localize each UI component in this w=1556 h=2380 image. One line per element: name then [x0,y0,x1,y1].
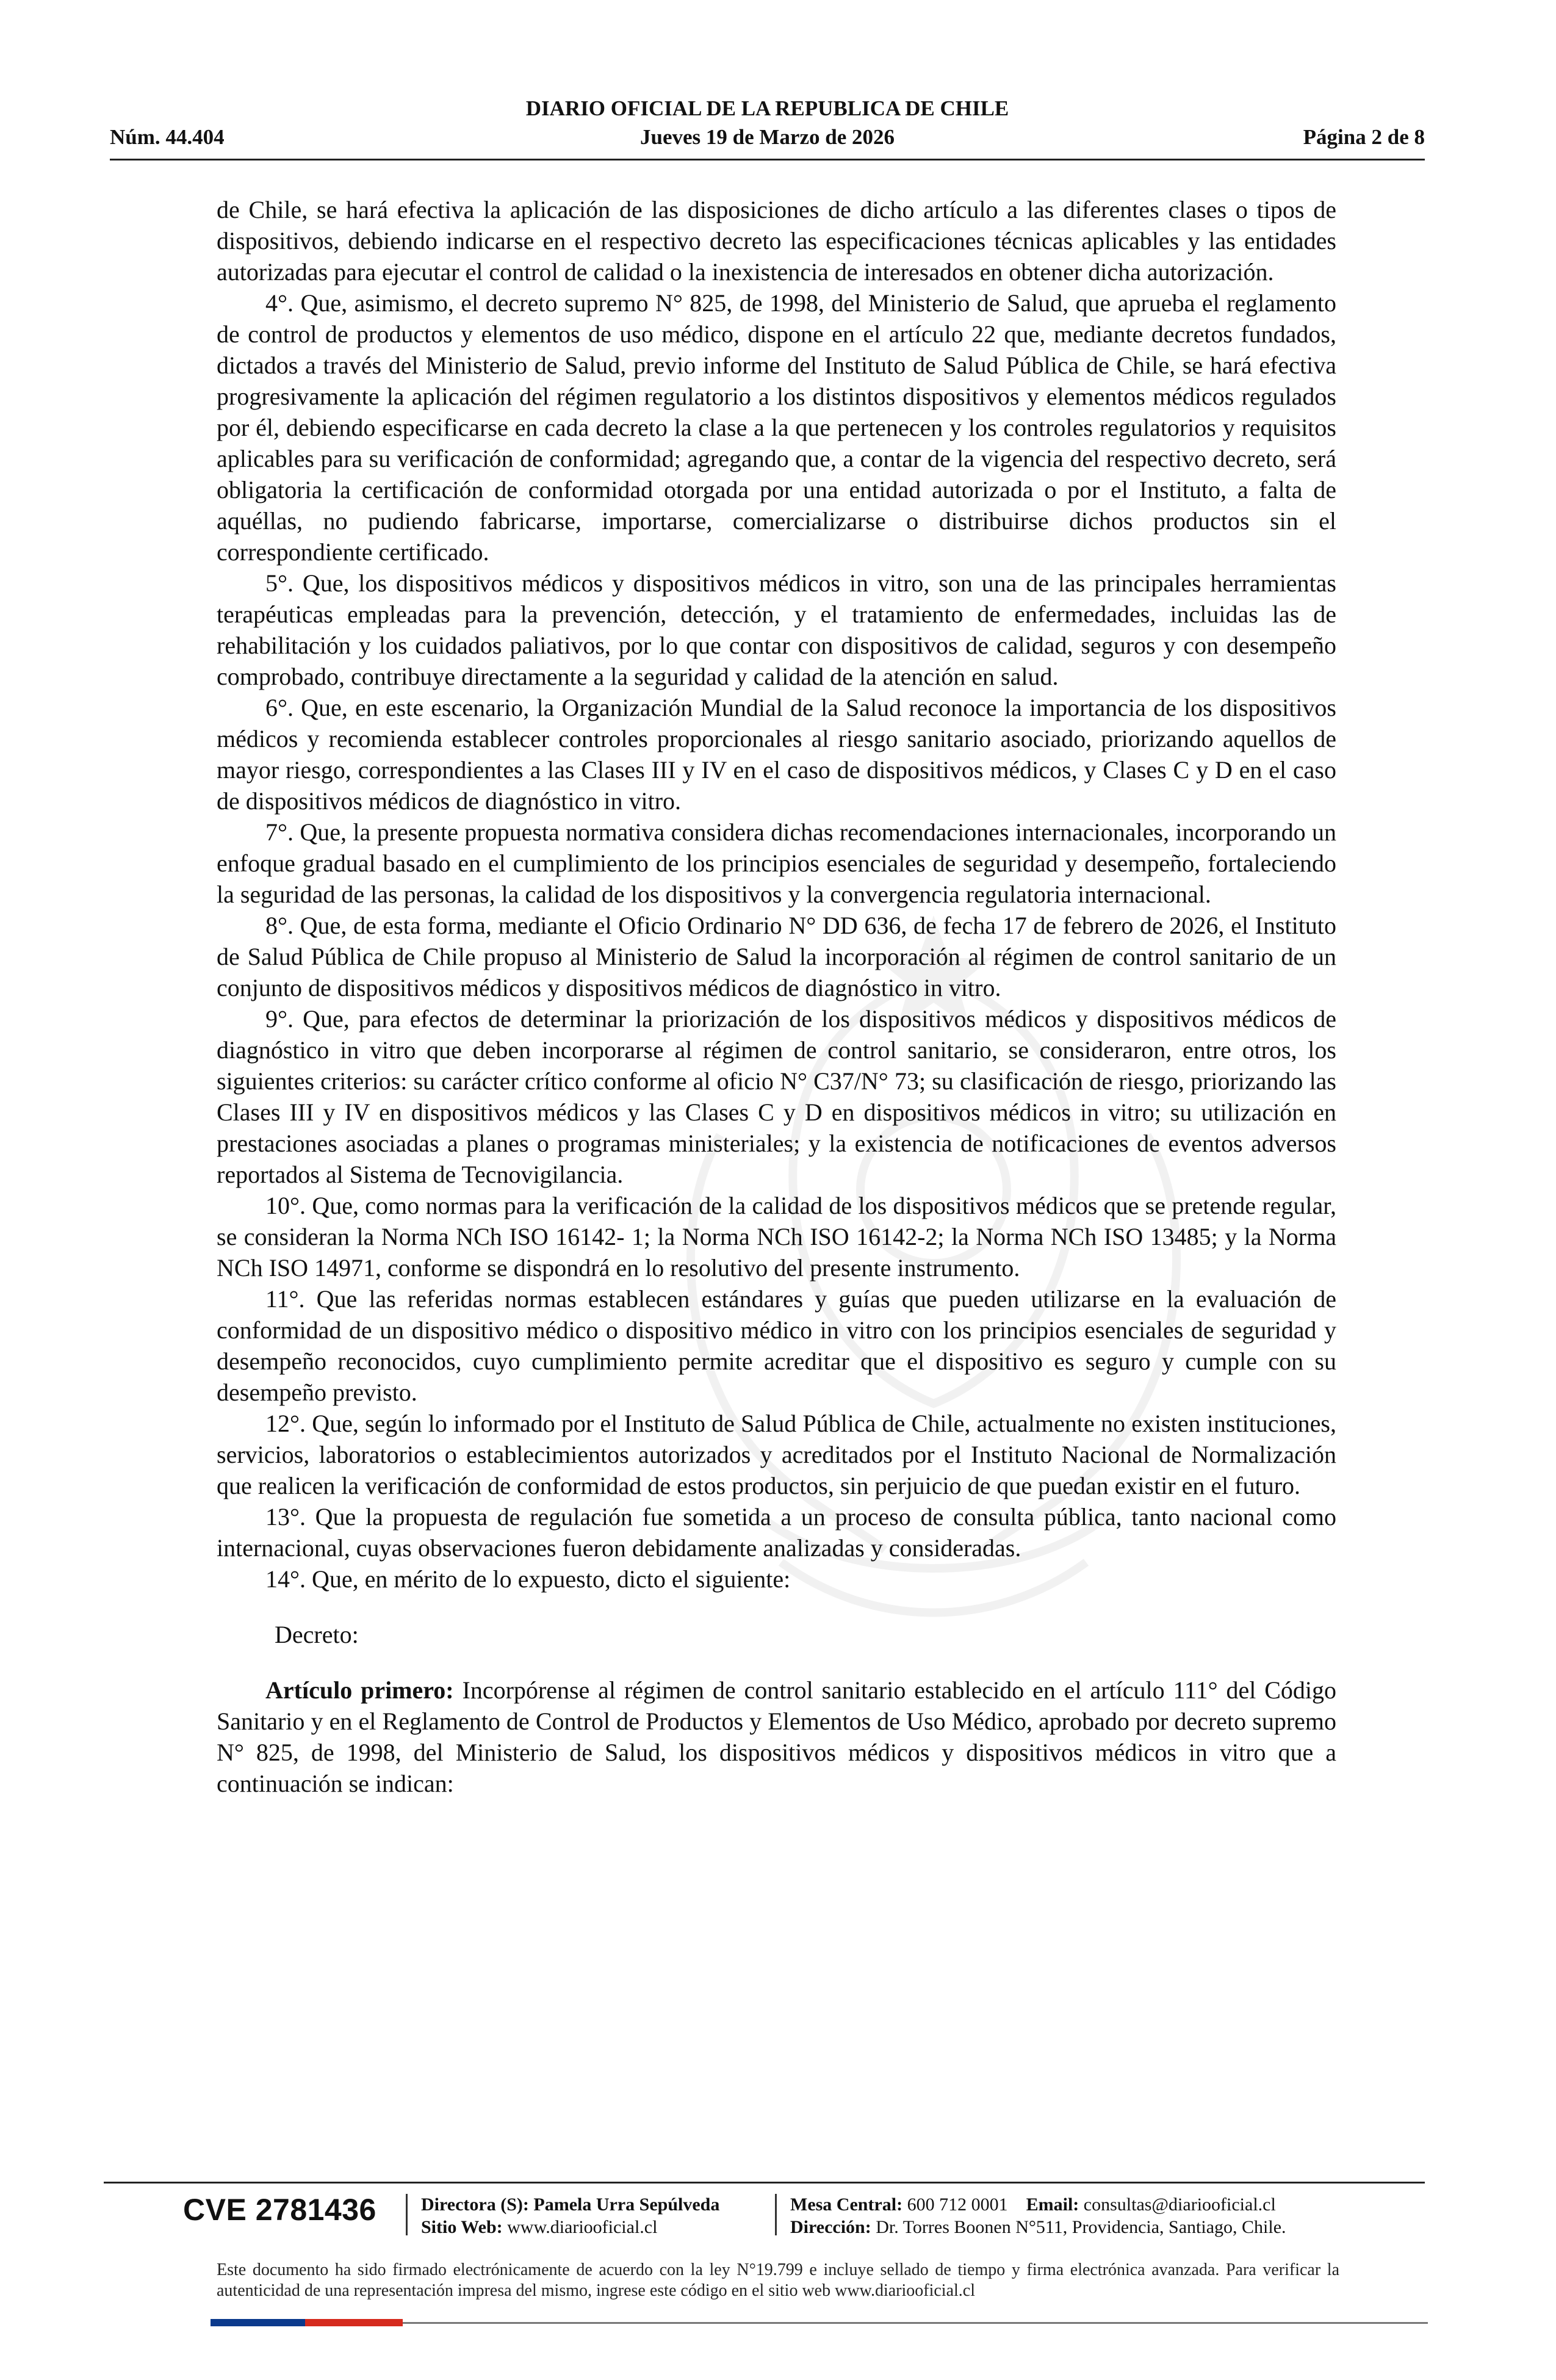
issue-date: Jueves 19 de Marzo de 2026 [639,125,895,149]
page-header [110,92,1425,160]
sitio-web-link[interactable]: www.diariooficial.cl [507,2217,658,2237]
footer-directora-block [421,2193,719,2238]
mesa-label: Mesa Central: [790,2194,903,2215]
sitio-label: Sitio Web: [421,2217,503,2237]
issue-number: Núm. 44.404 [110,125,225,149]
paragraph-6: 6°. Que, en este escenario, la Organización Mundial de la Salud reconoce la importancia de los dispositivos médicos y recomienda establecer controles proporcionales al riesgo sanitario asociado, priorizando aquellos de mayor riesgo, correspondientes a las Clases III y IV en el caso de dispositivos médicos, y Clases C y D en el caso de dispositivos médicos de diagnóstico in vitro. [217,694,1336,815]
paragraph-14: 14°. Que, en mérito de lo expuesto, dicto el siguiente: [265,1565,791,1593]
flag-stripe-blue [211,2319,305,2326]
article-first-text: Incorpórense al régimen de control sanitario establecido en el artículo 111° del Código Sanitario y en el Reglamento de Control de Productos y Elementos de Uso Médico, aprobado por decreto supremo N° 825, de 1998, del Ministerio de Salud, los dispositivos médicos y dispositivos médicos in vitro que a continuación se indican: [217,1676,1336,1797]
page-number: Página 2 de 8 [1303,125,1425,149]
footer-rule [104,2182,1425,2183]
direccion-value: Dr. Torres Boonen N°511, Providencia, Santiago, Chile. [876,2217,1286,2237]
footer-contact-block [790,2193,1286,2238]
flag-stripe-red [305,2319,403,2326]
mesa-phone: 600 712 0001 [907,2194,1008,2215]
newspaper-title: DIARIO OFICIAL DE LA REPUBLICA DE CHILE [525,96,1009,120]
paragraph-10: 10°. Que, como normas para la verificación de la calidad de los dispositivos médicos que se pretende regular, se consideran la Norma NCh ISO 16142- 1; la Norma NCh ISO 16142-2; la Norma NCh ISO 13485; y la Norma NCh ISO 14971, conforme se dispondrá en lo resolutivo del presente instrumento. [217,1192,1336,1282]
article-first [217,1675,1336,1799]
paragraph-9: 9°. Que, para efectos de determinar la priorización de los dispositivos médicos y dispositivos médicos de diagnóstico in vitro que deben incorporarse al régimen de control sanitario, se consideraron, entre otros, los siguientes criterios: su carácter crítico conforme al oficio N° C37/N° 73; su clasificación de riesgo, priorizando las Clases III y IV en dispositivos médicos y las Clases C y D en dispositivos médicos in vitro; su utilización en prestaciones asociadas a planes o programas ministeriales; y la existencia de notificaciones de eventos adversos reportados al Sistema de Tecnovigilancia. [217,1005,1336,1188]
paragraph-13: 13°. Que la propuesta de regulación fue sometida a un proceso de consulta pública, tanto nacional como internacional, cuyas observaciones fueron debidamente analizadas y consideradas. [217,1503,1336,1562]
paragraph-8: 8°. Que, de esta forma, mediante el Oficio Ordinario N° DD 636, de fecha 17 de febrero de 2026, el Instituto de Salud Pública de Chile propuso al Ministerio de Salud la incorporación al régimen de control sanitario de un conjunto de dispositivos médicos y dispositivos médicos de diagnóstico in vitro. [217,912,1336,1001]
email-label: Email: [1026,2194,1079,2215]
cve-code: CVE 2781436 [183,2193,376,2227]
paragraph-7: 7°. Que, la presente propuesta normativa considera dichas recomendaciones internacionales, incorporando un enfoque gradual basado en el cumplimiento de los principios esenciales de seguridad y desempeño, fortaleciendo la seguridad de las personas, la calidad de los dispositivos y la convergencia regulatoria internacional. [217,818,1336,908]
direccion-label: Dirección: [790,2217,871,2237]
paragraph-4: 4°. Que, asimismo, el decreto supremo N° 825, de 1998, del Ministerio de Salud, que aprueba el reglamento de control de productos y elementos de uso médico, dispone en el artículo 22 que, mediante decretos fundados, dictados a través del Ministerio de Salud, previo informe del Instituto de Salud Pública de Chile, se hará efectiva progresivamente la aplicación del régimen regulatorio a los distintos dispositivos y elementos médicos regulados por él, debiendo especificarse en cada decreto la clase a la que pertenecen y los controles regulatorios y requisitos aplicables para su verificación de conformidad; agregando que, a contar de la vigencia del respectivo decreto, será obligatoria la certificación de conformidad otorgada por una entidad autorizada o por el Instituto, a falta de aquéllas, no pudiendo fabricarse, importarse, comercializarse o distribuirse dichos productos sin el correspondiente certificado. [217,289,1336,566]
directora-name: Pamela Urra Sepúlveda [533,2194,720,2215]
email-link[interactable]: consultas@diariooficial.cl [1083,2194,1276,2215]
directora-label: Directora (S): [421,2194,529,2215]
signature-note: Este documento ha sido firmado electrónicamente de acuerdo con la ley N°19.799 e incluye sellado de tiempo y firma electrónica avanzada. Para verificar la autenticidad de una representación impresa del mismo, ingrese este código en el sitio web www.diariooficial.cl [217,2260,1339,2300]
paragraph-11: 11°. Que las referidas normas establecen estándares y guías que pueden utilizarse en la evaluación de conformidad de un dispositivo médico o dispositivo médico in vitro con los principios esenciales de seguridad y desempeño reconocidos, cuyo cumplimiento permite acreditar que el dispositivo es seguro y cumple con su desempeño previsto. [217,1285,1336,1406]
paragraph-3-continued: de Chile, se hará efectiva la aplicación de las disposiciones de dicho artículo a las diferentes clases o tipos de dispositivos, debiendo indicarse en el respectivo decreto las especificaciones técnicas aplicables y las entidades autorizadas para ejecutar el control de calidad o la inexistencia de interesados en obtener dicha autorización. [217,196,1336,286]
paragraph-5: 5°. Que, los dispositivos médicos y dispositivos médicos in vitro, son una de las principales herramientas terapéuticas empleadas para la prevención, detección, y el tratamiento de enfermedades, incluidas las de rehabilitación y los cuidados paliativos, por lo que contar con dispositivos de calidad, seguros y con desempeño comprobado, contribuye directamente a la seguridad y calidad de la atención en salud. [217,569,1336,690]
footer-divider [775,2194,777,2235]
decreto-heading: Decreto: [275,1621,359,1648]
footer-divider [406,2194,408,2235]
paragraph-12: 12°. Que, según lo informado por el Instituto de Salud Pública de Chile, actualmente no existen instituciones, servicios, laboratorios o establecimientos autorizados y acreditados por el Instituto Nacional de Normalización que realicen la verificación de conformidad de estos productos, sin perjuicio de que puedan existir en el futuro. [217,1410,1336,1499]
document-body [217,194,1336,1799]
article-first-label: Artículo primero: [265,1676,454,1704]
